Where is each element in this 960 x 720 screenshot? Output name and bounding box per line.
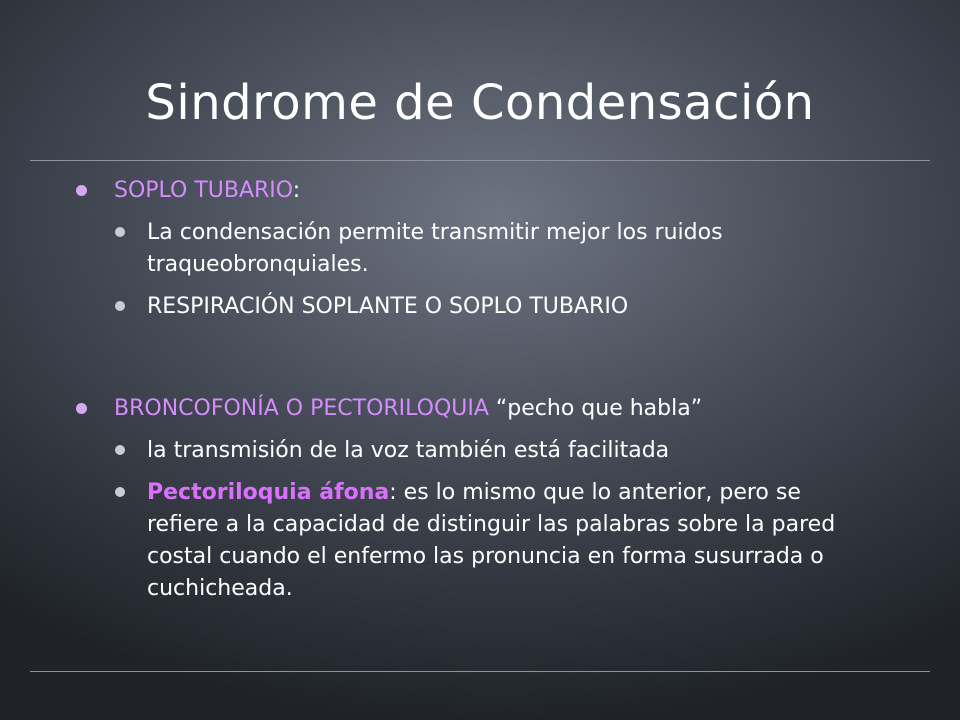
footer-divider [30,671,930,672]
list-item-text: La condensación permite transmitir mejor los ruidos traqueobronquiales. [147,220,723,277]
bullet-icon [76,185,87,196]
section-soplo-tubario [72,175,872,207]
section-heading-suffix: “pecho que habla” [488,396,703,421]
list-item [72,217,872,281]
section-heading-suffix: : [292,178,301,203]
bullet-icon [115,487,125,497]
slide-content [72,175,872,605]
list-item [72,477,872,605]
bullet-icon [76,403,87,414]
section-heading: SOPLO TUBARIO [114,178,293,203]
section-broncofonia [72,393,872,425]
list-item [72,435,872,467]
list-item-text: la transmisión de la voz también está facilitada [147,438,670,463]
bullet-icon [115,227,125,237]
list-item [72,291,872,323]
section-heading: BRONCOFONÍA O PECTORILOQUIA [114,396,489,421]
bullet-icon [115,445,125,455]
bullet-icon [115,301,125,311]
list-item-text: RESPIRACIÓN SOPLANTE O SOPLO TUBARIO [147,294,629,319]
list-item-text: : es lo mismo que lo anterior, pero se refiere a la capacidad de distinguir las palabras sobre la pared costal cuando el enfermo las pronuncia en forma susurrada o cuchicheada. [147,480,836,601]
emphasis-term: Pectoriloquia áfona [147,480,390,505]
slide-title: Sindrome de Condensación [145,75,815,131]
title-divider [30,160,930,161]
